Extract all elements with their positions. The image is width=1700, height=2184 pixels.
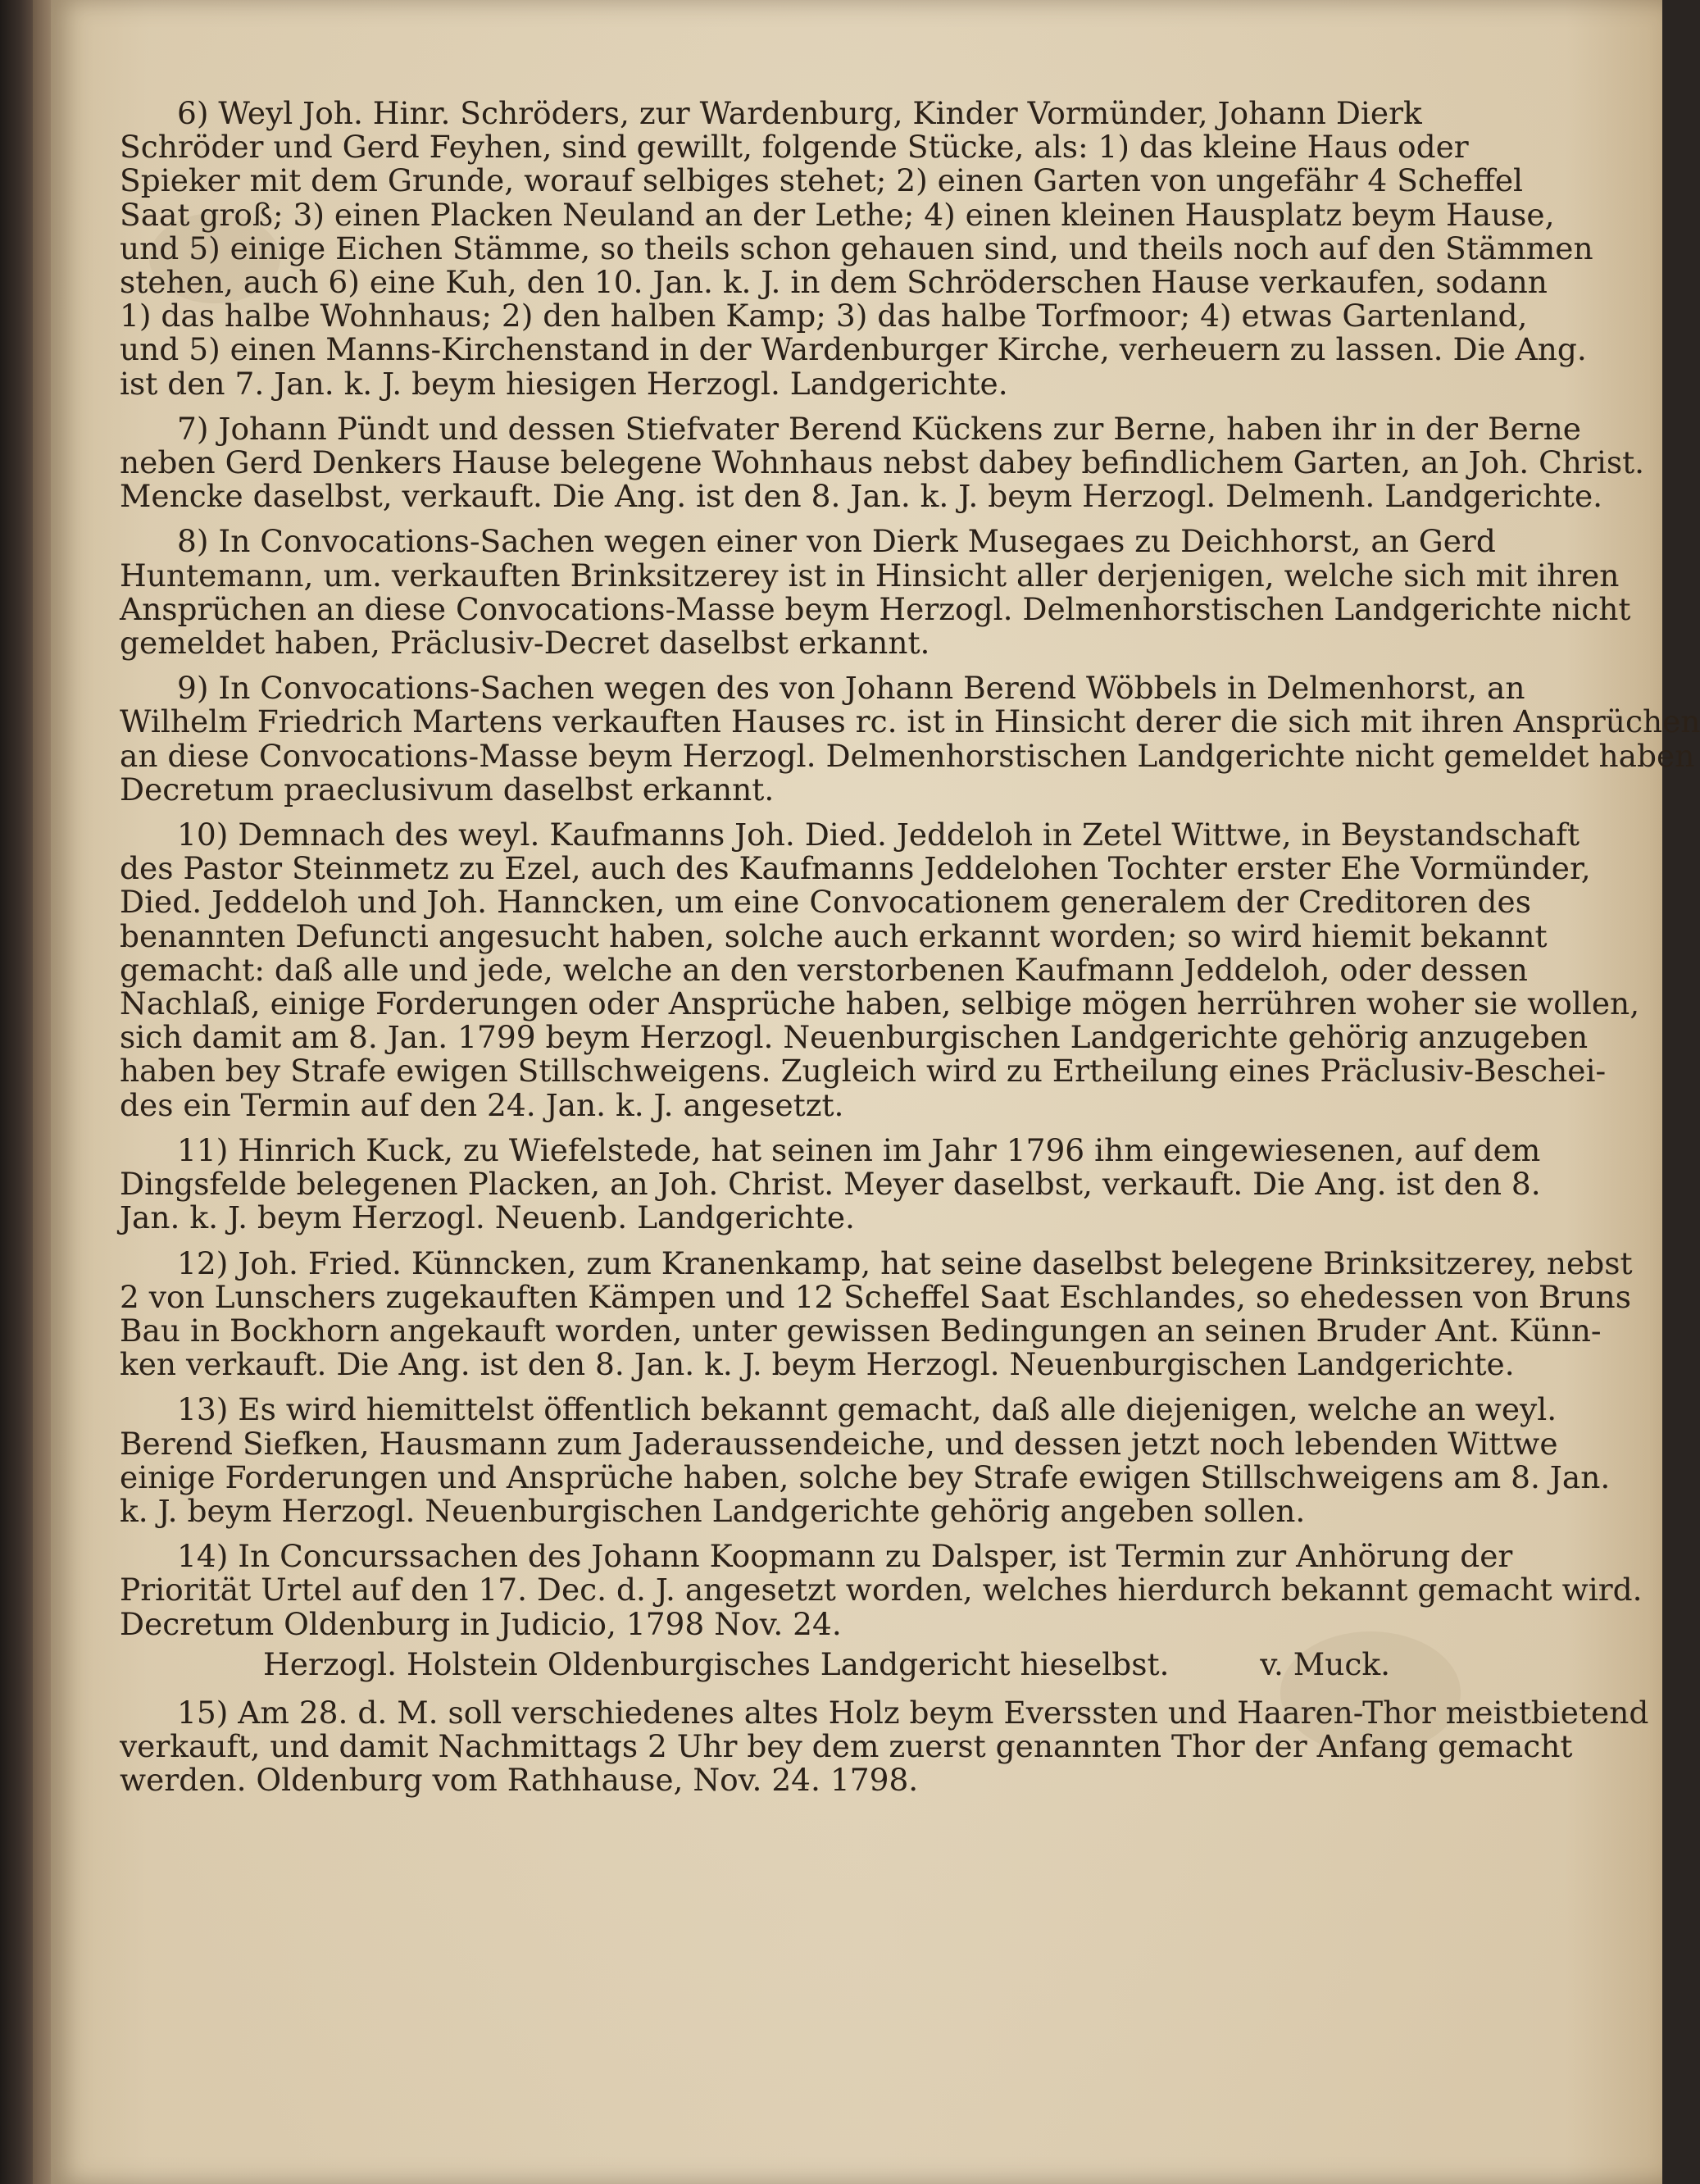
text-line: 6) Weyl Joh. Hinr. Schröders, zur Wardenburg, Kinder Vormünder, Johann Dierk <box>177 95 1422 131</box>
text-line: benannten Defuncti angesucht haben, solche auch erkannt worden; so wird hiemit bekannt <box>120 917 1548 954</box>
text-line: Dingsfelde belegenen Placken, an Joh. Christ. Meyer daselbst, verkauft. Die Ang. ist den 8. <box>120 1166 1541 1203</box>
text-line: 7) Johann Pündt und dessen Stiefvater Berend Kückens zur Berne, haben ihr in der Berne <box>177 410 1581 447</box>
text-line: 8) In Convocations-Sachen wegen einer von Dierk Musegaes zu Deichhorst, an Gerd <box>177 523 1496 560</box>
paragraph-p10 <box>120 817 1640 1123</box>
text-line: stehen, auch 6) eine Kuh, den 10. Jan. k. J. in dem Schröderschen Hause verkaufen, sodann <box>120 264 1548 301</box>
text-line: Berend Siefken, Hausmann zum Jaderaussendeiche, und dessen jetzt noch lebenden Wittwe <box>120 1425 1558 1462</box>
book-binding <box>0 0 33 2184</box>
paragraph-p9 <box>120 670 1700 808</box>
text-line: und 5) einen Manns-Kirchenstand in der Wardenburger Kirche, verheuern zu lassen. Die Ang. <box>120 331 1587 368</box>
text-line: des Pastor Steinmetz zu Ezel, auch des Kaufmanns Jeddelohen Tochter erster Ehe Vormünder, <box>120 850 1591 887</box>
text-line: und 5) einige Eichen Stämme, so theils schon gehauen sind, und theils noch auf den Stämmen <box>120 230 1593 266</box>
text-line: 1) das halbe Wohnhaus; 2) den halben Kamp; 3) das halbe Torfmoor; 4) etwas Gartenland, <box>120 298 1528 334</box>
text-line: verkauft, und damit Nachmittags 2 Uhr bey dem zuerst genannten Thor der Anfang gemacht <box>120 1728 1573 1765</box>
text-line: 12) Joh. Fried. Künncken, zum Kranenkamp, hat seine daselbst belegene Brinksitzerey, nebst <box>177 1244 1633 1281</box>
text-line: 10) Demnach des weyl. Kaufmanns Joh. Died. Jeddeloh in Zetel Wittwe, in Beystandschaft <box>177 817 1580 853</box>
text-line: 15) Am 28. d. M. soll verschiedenes altes Holz beym Everssten und Haaren-Thor meistbietend <box>177 1694 1649 1731</box>
text-line: Priorität Urtel auf den 17. Dec. d. J. angesetzt worden, welches hierdurch bekannt gemacht wird. <box>120 1572 1643 1608</box>
text-line: 2 von Lunschers zugekauften Kämpen und 12 Scheffel Saat Eschlandes, so ehedessen von Bruns <box>120 1278 1631 1315</box>
text-line: Bau in Bockhorn angekauft worden, unter gewissen Bedingungen an seinen Bruder Ant. Künn- <box>120 1312 1602 1349</box>
text-line: k. J. beym Herzogl. Neuenburgischen Landgerichte gehörig angeben sollen. <box>120 1492 1306 1529</box>
paragraph-p13 <box>120 1391 1611 1529</box>
text-line: Schröder und Gerd Feyhen, sind gewillt, folgende Stücke, als: 1) das kleine Haus oder <box>120 129 1469 166</box>
document-text <box>120 95 1700 1809</box>
paragraph-p6 <box>120 95 1593 402</box>
text-line: neben Gerd Denkers Hause belegene Wohnhaus nebst dabey befindlichem Garten, an Joh. Christ. <box>120 444 1645 481</box>
text-line: Mencke daselbst, verkauft. Die Ang. ist den 8. Jan. k. J. beym Herzogl. Delmenh. Landgerichte. <box>120 478 1603 515</box>
text-line: Decretum praeclusivum daselbst erkannt. <box>120 771 775 808</box>
text-line: des ein Termin auf den 24. Jan. k. J. angesetzt. <box>120 1086 844 1123</box>
text-line: an diese Convocations-Masse beym Herzogl. Delmenhorstischen Landgerichte nicht gemeldet haben <box>120 737 1695 774</box>
signer-name: v. Muck. <box>1260 1645 1390 1682</box>
text-line: Jan. k. J. beym Herzogl. Neuenb. Landgerichte. <box>120 1199 855 1236</box>
paragraph-p12 <box>120 1244 1633 1383</box>
paragraph-p14 <box>120 1538 1643 1642</box>
text-line: Saat groß; 3) einen Placken Neuland an der Lethe; 4) einen kleinen Hausplatz beym Hause, <box>120 196 1555 233</box>
text-line: gemeldet haben, Präclusiv-Decret daselbst erkannt. <box>120 625 930 662</box>
paragraph-p8 <box>120 523 1631 662</box>
paragraph-p7 <box>120 410 1645 515</box>
document-page <box>51 0 1700 2184</box>
text-line: haben bey Strafe ewigen Stillschweigens. Zugleich wird zu Ertheilung eines Präclusiv-Beschei- <box>120 1053 1607 1090</box>
text-line: Huntemann, um. verkauften Brinksitzerey ist in Hinsicht aller derjenigen, welche sich mit ihren <box>120 557 1620 594</box>
text-line: gemacht: daß alle und jede, welche an den verstorbenen Kaufmann Jeddeloh, oder dessen <box>120 951 1528 988</box>
court-name: Herzogl. Holstein Oldenburgisches Landgericht hieselbst. <box>263 1645 1170 1682</box>
text-line: Ansprüchen an diese Convocations-Masse beym Herzogl. Delmenhorstischen Landgerichte nicht <box>120 590 1631 627</box>
text-line: 13) Es wird hiemittelst öffentlich bekannt gemacht, daß alle diejenigen, welche an weyl. <box>177 1391 1557 1428</box>
text-line: 11) Hinrich Kuck, zu Wiefelstede, hat seinen im Jahr 1796 ihm eingewiesenen, auf dem <box>177 1131 1541 1168</box>
paragraph-p11 <box>120 1131 1541 1236</box>
text-line: ist den 7. Jan. k. J. beym hiesigen Herzogl. Landgerichte. <box>120 365 1008 402</box>
paragraph-p15 <box>120 1694 1649 1799</box>
text-line: Died. Jeddeloh und Joh. Hanncken, um eine Convocationem generalem der Creditoren des <box>120 884 1531 921</box>
text-line: 14) In Concurssachen des Johann Koopmann zu Dalsper, ist Termin zur Anhörung der <box>177 1538 1513 1575</box>
text-line: 9) In Convocations-Sachen wegen des von Johann Berend Wöbbels in Delmenhorst, an <box>177 670 1525 707</box>
text-line: einige Forderungen und Ansprüche haben, solche bey Strafe ewigen Stillschweigens am 8. Jan. <box>120 1458 1611 1495</box>
text-line: Spieker mit dem Grunde, worauf selbiges stehet; 2) einen Garten von ungefähr 4 Scheffel <box>120 162 1524 199</box>
text-line: ken verkauft. Die Ang. ist den 8. Jan. k. J. beym Herzogl. Neuenburgischen Landgerichte. <box>120 1346 1515 1383</box>
text-line: werden. Oldenburg vom Rathhause, Nov. 24. 1798. <box>120 1762 919 1799</box>
text-line: Nachlaß, einige Forderungen oder Ansprüche haben, selbige mögen herrühren woher sie wollen, <box>120 985 1640 1022</box>
text-line: Decretum Oldenburg in Judicio, 1798 Nov. 24. <box>120 1605 842 1642</box>
signature-line <box>120 1645 1513 1682</box>
text-line: Wilhelm Friedrich Martens verkauften Hauses rc. ist in Hinsicht derer die sich mit ihren Ansprüchen <box>120 703 1700 740</box>
text-line: sich damit am 8. Jan. 1799 beym Herzogl. Neuenburgischen Landgerichte gehörig anzugeben <box>120 1019 1589 1056</box>
